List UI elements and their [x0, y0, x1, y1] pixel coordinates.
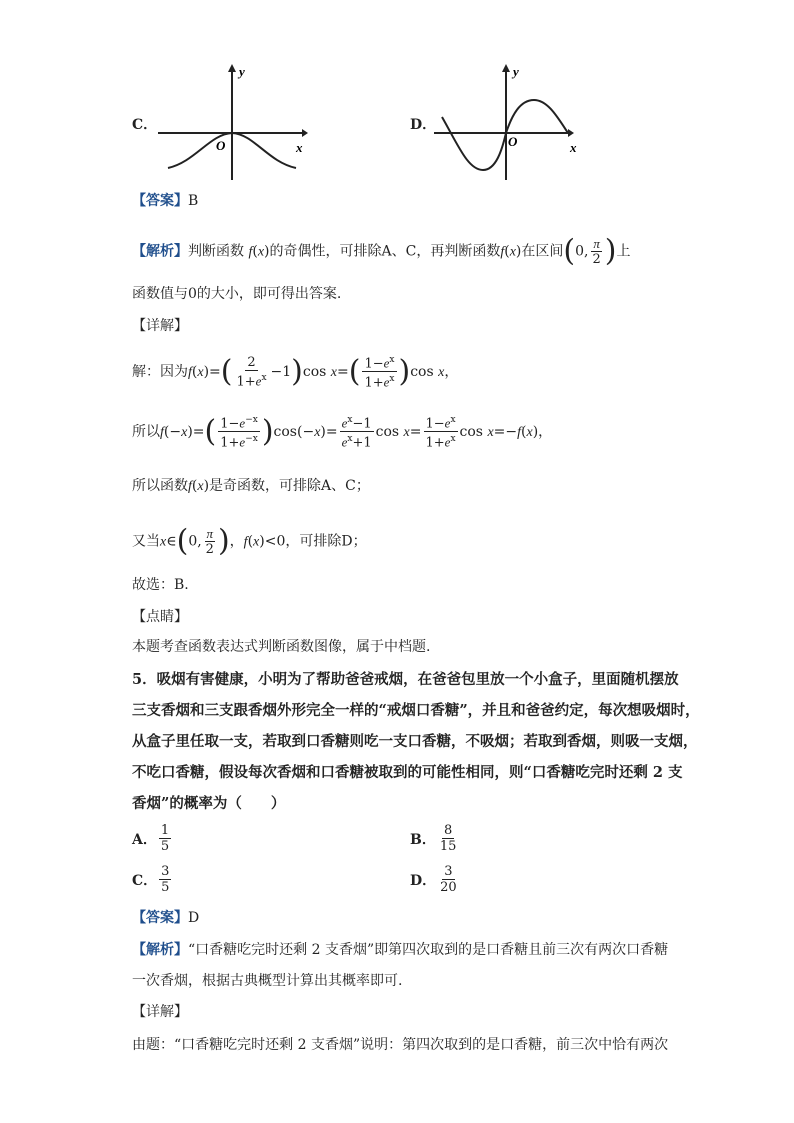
graph-c-y-arrow — [228, 64, 236, 72]
q5-detail-tag: 【详解】 — [132, 1004, 188, 1020]
option-label: B． — [410, 831, 436, 848]
solution-text: ，可排除D； — [285, 533, 367, 550]
q5-stem-line-2: 三支香烟和三支跟香烟外形完全一样的“戒烟口香糖”，并且和爸爸约定，每次想吸烟时， — [132, 702, 700, 719]
graph-c-y-label: y — [239, 64, 245, 79]
q4-solution-line-5: 故选：B. — [132, 577, 189, 593]
graph-c — [150, 60, 310, 185]
graph-c-origin: O — [216, 138, 226, 153]
solution-text: 是奇函数，可排除A、C； — [209, 478, 370, 494]
graph-d-origin: O — [508, 134, 518, 149]
option-label: A． — [132, 831, 157, 848]
answer-value: D — [188, 910, 200, 926]
fraction-pi-over-2: $\frac{\pi}{2}$ — [592, 236, 601, 267]
q5-analysis-line-2: 一次香烟，根据古典概型计算出其概率即可. — [132, 973, 403, 989]
answer-tag: 【答案】 — [132, 193, 188, 209]
q5-detail-line-1: 由题：“口香糖吃完时还剩 2 支香烟”说明：第四次取到的是口香糖，前三次中恰有两次 — [132, 1037, 669, 1053]
analysis-text: 的奇偶性，可排除A、C，再判断函数 — [269, 243, 501, 260]
q4-point-tag: 【点睛】 — [132, 609, 188, 625]
q4-analysis-line-1: 【解析】判断函数 f(x)的奇偶性，可排除A、C，再判断函数f(x)在区间(0, $\frac{\pi}{2}$ )上 — [132, 233, 631, 269]
q4-solution-line-4: 又当x∈(0, $\frac{\pi}{2}$ )，f(x)<0，可排除D； — [132, 523, 367, 559]
analysis-tag: 【解析】 — [132, 942, 188, 958]
answer-tag: 【答案】 — [132, 910, 188, 926]
answer-value: B — [188, 193, 199, 209]
q5-option-a — [132, 823, 173, 854]
q5-stem-line-4: 不吃口香糖，假设每次香烟和口香糖被取到的可能性相同，则“口香糖吃完时还剩 2 支 — [132, 764, 683, 781]
q4-point-text: 本题考查函数表达式判断函数图像，属于中档题. — [132, 639, 431, 655]
option-fraction: $\frac{8}{15}$ — [439, 823, 457, 854]
q4-answer — [132, 191, 198, 211]
q5-answer — [132, 908, 199, 928]
graph-d-x-arrow — [568, 129, 574, 137]
graph-d-y-arrow — [502, 64, 510, 72]
solution-text: 又当 — [132, 533, 160, 550]
solution-text: 所以函数 — [132, 478, 188, 494]
option-fraction: $\frac{3}{20}$ — [440, 864, 457, 895]
option-d-label: D． — [410, 117, 437, 133]
q5-analysis-line-1 — [132, 940, 668, 960]
option-fraction: $\frac{1}{5}$ — [160, 823, 170, 854]
analysis-text: “口香糖吃完时还剩 2 支香烟”即第四次取到的是口香糖且前三次有两次口香糖 — [188, 942, 669, 958]
q4-solution-line-2: 所以f(−x)=( $\frac{1-e^{-x}}{1+e^{-x}}$ )cos(−x)= $\frac{e^x-1}{e^x+1}$ cos x= $\frac{1-e^x}{1+e^x}$ cos x=−f(x)， — [132, 413, 553, 451]
option-fraction: $\frac{3}{5}$ — [161, 864, 170, 895]
analysis-text: 判断函数 — [188, 243, 244, 260]
q5-option-d — [410, 864, 461, 895]
graph-c-x-arrow — [302, 129, 308, 137]
solution-text: 解：因为 — [132, 363, 188, 380]
q4-solution-line-1: 解：因为f(x)=( $\frac{2}{1+e^x}$ −1)cos x=( $\frac{1-e^x}{1+e^x}$ )cos x， — [132, 353, 459, 391]
graph-d-x-label: x — [570, 140, 577, 155]
option-c-label: C． — [132, 117, 158, 133]
analysis-tag: 【解析】 — [132, 243, 188, 260]
q4-solution-line-3: 所以函数f(x)是奇函数，可排除A、C； — [132, 478, 370, 494]
q5-stem-line-3: 从盒子里任取一支，若取到口香糖则吃一支口香糖，不吸烟；若取到香烟，则吸一支烟， — [132, 733, 698, 750]
q5-option-b — [410, 823, 460, 854]
option-label: D． — [410, 872, 437, 889]
analysis-text: 在区间 — [521, 243, 564, 260]
q4-analysis-line-2: 函数值与0的大小，即可得出答案. — [132, 286, 342, 302]
math-fx: f — [248, 244, 253, 260]
q5-stem-line-5: 香烟”的概率为（ ） — [132, 795, 286, 812]
solution-text: 所以 — [132, 423, 160, 440]
q4-detail-tag: 【详解】 — [132, 318, 188, 334]
option-label: C． — [132, 872, 158, 889]
analysis-text: 上 — [616, 243, 631, 260]
q5-option-c — [132, 864, 173, 895]
graph-c-x-label: x — [296, 140, 303, 155]
graph-d — [428, 60, 593, 185]
q5-stem-line-1: 5．吸烟有害健康，小明为了帮助爸爸戒烟，在爸爸包里放一个小盒子，里面随机摆放 — [132, 671, 679, 688]
graph-d-y-label: y — [513, 64, 519, 79]
